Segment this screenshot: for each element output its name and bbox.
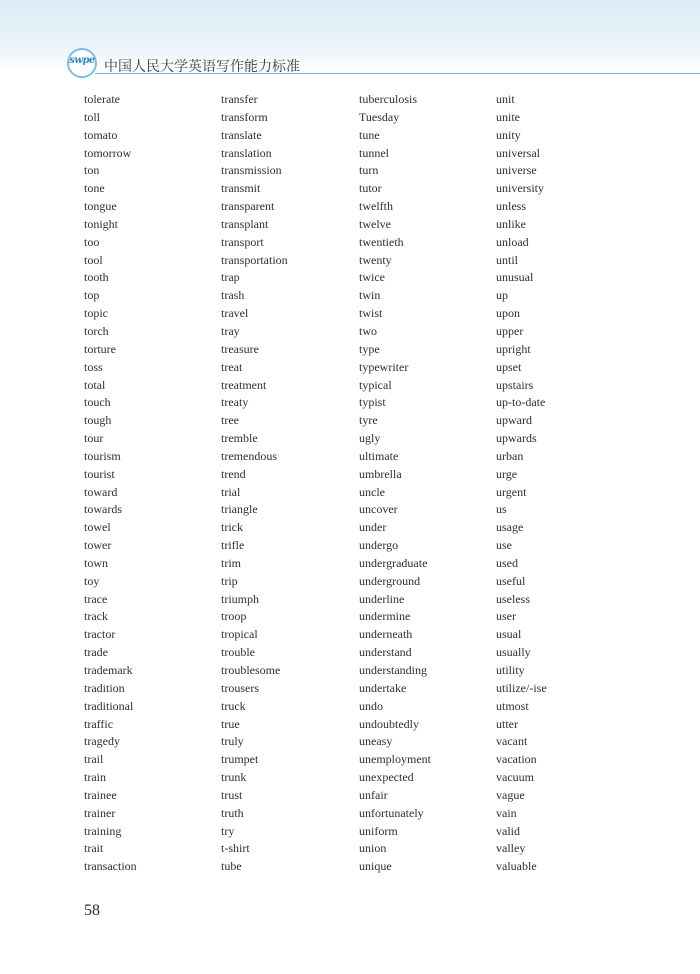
- word-entry: treaty: [221, 395, 249, 410]
- word-entry: twenty: [359, 252, 392, 267]
- word-entry: torture: [84, 341, 116, 356]
- word-entry: tonight: [84, 216, 119, 231]
- word-entry: unlike: [496, 216, 526, 231]
- word-entry: tolerate: [84, 92, 120, 106]
- word-entry: tomorrow: [84, 145, 132, 160]
- word-entry: trait: [84, 841, 104, 856]
- word-entry: typewriter: [359, 359, 409, 374]
- word-entry: understand: [359, 645, 412, 660]
- word-entry: transplant: [221, 216, 269, 231]
- word-entry: unless: [496, 199, 526, 214]
- word-entry: twist: [359, 306, 383, 321]
- word-entry: twice: [359, 270, 385, 285]
- word-entry: tunnel: [359, 145, 389, 160]
- word-entry: tune: [359, 127, 380, 142]
- word-entry: undergo: [359, 538, 399, 553]
- word-entry: two: [359, 323, 377, 338]
- word-entry: tube: [221, 859, 242, 874]
- word-entry: unload: [496, 234, 529, 249]
- word-entry: upstairs: [496, 377, 534, 392]
- word-entry: undergraduate: [359, 555, 428, 570]
- word-entry: t-shirt: [221, 841, 250, 856]
- word-entry: usually: [496, 645, 531, 660]
- word-entry: unfortunately: [359, 805, 424, 820]
- word-entry: traffic: [84, 716, 114, 731]
- word-entry: transform: [221, 109, 268, 124]
- word-entry: universe: [496, 163, 537, 178]
- word-entry: trainer: [84, 805, 116, 820]
- word-entry: uncle: [359, 484, 385, 499]
- word-entry: twentieth: [359, 234, 404, 249]
- word-entry: vacation: [496, 752, 537, 767]
- word-entry: tough: [84, 413, 112, 428]
- word-entry: trial: [221, 484, 241, 499]
- word-entry: undertake: [359, 680, 407, 695]
- logo-text: swpe: [69, 55, 95, 66]
- word-entry: transparent: [221, 199, 275, 214]
- word-entry: tropical: [221, 627, 258, 642]
- word-entry: underneath: [359, 627, 413, 642]
- word-entry: traditional: [84, 698, 134, 713]
- word-entry: up-to-date: [496, 395, 546, 410]
- word-entry: under: [359, 520, 387, 535]
- word-entry: valid: [496, 823, 520, 838]
- word-entry: training: [84, 823, 122, 838]
- word-entry: uncover: [359, 502, 398, 517]
- word-entry: tyre: [359, 413, 378, 428]
- word-entry: trap: [221, 270, 240, 285]
- word-entry: upper: [496, 323, 524, 338]
- word-entry: truck: [221, 698, 246, 713]
- word-entry: tomato: [84, 127, 118, 142]
- word-entry: tool: [84, 252, 103, 267]
- word-column-1: [84, 91, 137, 876]
- word-entry: trip: [221, 573, 238, 588]
- word-entry: tour: [84, 431, 104, 446]
- word-entry: urban: [496, 448, 524, 463]
- word-entry: undo: [359, 698, 383, 713]
- word-entry: unexpected: [359, 770, 414, 785]
- word-entry: trace: [84, 591, 108, 606]
- word-entry: unite: [496, 109, 520, 124]
- word-entry: universal: [496, 145, 540, 160]
- word-entry: transfer: [221, 92, 258, 106]
- word-entry: trunk: [221, 770, 247, 785]
- word-entry: us: [496, 502, 507, 517]
- word-entry: twelve: [359, 216, 391, 231]
- word-entry: usage: [496, 520, 524, 535]
- word-entry: transmission: [221, 163, 282, 178]
- word-entry: tremendous: [221, 448, 277, 463]
- word-entry: treatment: [221, 377, 267, 392]
- word-entry: top: [84, 288, 100, 303]
- word-entry: type: [359, 341, 380, 356]
- word-entry: university: [496, 181, 544, 196]
- word-entry: tourism: [84, 448, 121, 463]
- word-entry: urgent: [496, 484, 527, 499]
- word-entry: trumpet: [221, 752, 259, 767]
- word-entry: tray: [221, 323, 240, 338]
- word-entry: town: [84, 555, 108, 570]
- word-entry: trust: [221, 787, 243, 802]
- word-entry: uneasy: [359, 734, 393, 749]
- word-column-3: [359, 91, 431, 876]
- word-entry: torch: [84, 323, 109, 338]
- word-entry: trousers: [221, 680, 259, 695]
- word-entry: transport: [221, 234, 264, 249]
- word-entry: urge: [496, 466, 518, 481]
- word-entry: uniform: [359, 823, 398, 838]
- word-entry: undermine: [359, 609, 411, 624]
- word-entry: use: [496, 538, 512, 553]
- word-entry: tremble: [221, 431, 258, 446]
- word-entry: upset: [496, 359, 522, 374]
- word-entry: up: [496, 288, 508, 303]
- word-entry: utility: [496, 663, 525, 677]
- word-entry: trend: [221, 466, 246, 481]
- word-entry: valuable: [496, 859, 537, 874]
- word-entry: tongue: [84, 199, 117, 214]
- word-entry: undoubtedly: [359, 716, 419, 731]
- word-entry: vague: [496, 787, 525, 802]
- word-entry: translate: [221, 127, 262, 142]
- word-entry: upwards: [496, 431, 537, 446]
- word-entry: ultimate: [359, 448, 399, 463]
- word-entry: ton: [84, 163, 100, 178]
- word-entry: trouble: [221, 645, 255, 660]
- word-entry: underground: [359, 573, 421, 588]
- word-entry: unusual: [496, 270, 534, 285]
- word-entry: towel: [84, 520, 111, 535]
- word-entry: transmit: [221, 181, 261, 196]
- word-entry: useful: [496, 573, 526, 588]
- word-entry: towards: [84, 502, 122, 517]
- word-entry: translation: [221, 145, 272, 160]
- word-entry: upon: [496, 306, 520, 321]
- word-entry: treat: [221, 359, 243, 374]
- word-entry: umbrella: [359, 466, 402, 481]
- word-entry: tradition: [84, 680, 125, 695]
- word-entry: tragedy: [84, 734, 120, 749]
- word-entry: utmost: [496, 698, 529, 713]
- word-entry: vacuum: [496, 770, 534, 785]
- word-entry: true: [221, 716, 240, 731]
- word-entry: troop: [221, 609, 247, 624]
- word-entry: user: [496, 609, 516, 624]
- word-entry: unemployment: [359, 752, 431, 767]
- word-entry: tuberculosis: [359, 92, 417, 106]
- word-entry: twelfth: [359, 199, 393, 214]
- word-entry: track: [84, 609, 108, 624]
- word-entry: transportation: [221, 252, 288, 267]
- word-entry: trademark: [84, 663, 133, 677]
- word-entry: trash: [221, 288, 245, 303]
- word-column-2: [221, 91, 288, 876]
- word-entry: vain: [496, 805, 517, 820]
- word-entry: typical: [359, 377, 392, 392]
- word-entry: understanding: [359, 663, 427, 677]
- word-entry: trim: [221, 555, 241, 570]
- word-entry: tooth: [84, 270, 109, 285]
- word-entry: twin: [359, 288, 381, 303]
- word-entry: total: [84, 377, 106, 392]
- word-entry: vacant: [496, 734, 528, 749]
- word-entry: typist: [359, 395, 386, 410]
- word-entry: trick: [221, 520, 243, 535]
- word-entry: trail: [84, 752, 104, 767]
- word-entry: used: [496, 555, 518, 570]
- word-entry: ugly: [359, 431, 381, 446]
- word-entry: toll: [84, 109, 101, 124]
- swpe-logo-icon: [67, 48, 97, 78]
- word-entry: turn: [359, 163, 379, 178]
- word-entry: utter: [496, 716, 518, 731]
- word-entry: too: [84, 234, 100, 249]
- word-entry: unit: [496, 92, 515, 106]
- word-entry: train: [84, 770, 106, 785]
- word-entry: unity: [496, 127, 521, 142]
- word-entry: underline: [359, 591, 405, 606]
- word-entry: upward: [496, 413, 532, 428]
- word-entry: useless: [496, 591, 530, 606]
- word-entry: transaction: [84, 859, 137, 874]
- word-entry: toy: [84, 573, 100, 588]
- word-entry: toss: [84, 359, 103, 374]
- word-entry: truly: [221, 734, 244, 749]
- word-column-4: [496, 91, 547, 876]
- word-entry: touch: [84, 395, 111, 410]
- word-entry: trainee: [84, 787, 117, 802]
- word-entry: upright: [496, 341, 531, 356]
- word-entry: tutor: [359, 181, 382, 196]
- word-entry: toward: [84, 484, 118, 499]
- word-entry: treasure: [221, 341, 259, 356]
- word-entry: tourist: [84, 466, 115, 481]
- word-entry: topic: [84, 306, 108, 321]
- word-entry: tractor: [84, 627, 116, 642]
- word-entry: utilize/-ise: [496, 680, 547, 695]
- word-entry: valley: [496, 841, 526, 856]
- word-entry: truth: [221, 805, 244, 820]
- word-entry: unique: [359, 859, 392, 874]
- word-entry: tower: [84, 538, 112, 553]
- word-entry: Tuesday: [359, 109, 400, 124]
- word-entry: unfair: [359, 787, 388, 802]
- word-entry: until: [496, 252, 519, 267]
- word-entry: triumph: [221, 591, 259, 606]
- word-entry: tree: [221, 413, 239, 428]
- word-entry: triangle: [221, 502, 258, 517]
- word-entry: usual: [496, 627, 522, 642]
- word-entry: union: [359, 841, 387, 856]
- word-entry: tone: [84, 181, 105, 196]
- page-number: 58: [84, 902, 100, 919]
- word-entry: trifle: [221, 538, 245, 553]
- word-entry: try: [221, 823, 235, 838]
- book-title: 中国人民大学英语写作能力标准: [104, 59, 300, 75]
- word-entry: travel: [221, 306, 249, 321]
- word-entry: trade: [84, 645, 108, 660]
- word-entry: troublesome: [221, 663, 281, 677]
